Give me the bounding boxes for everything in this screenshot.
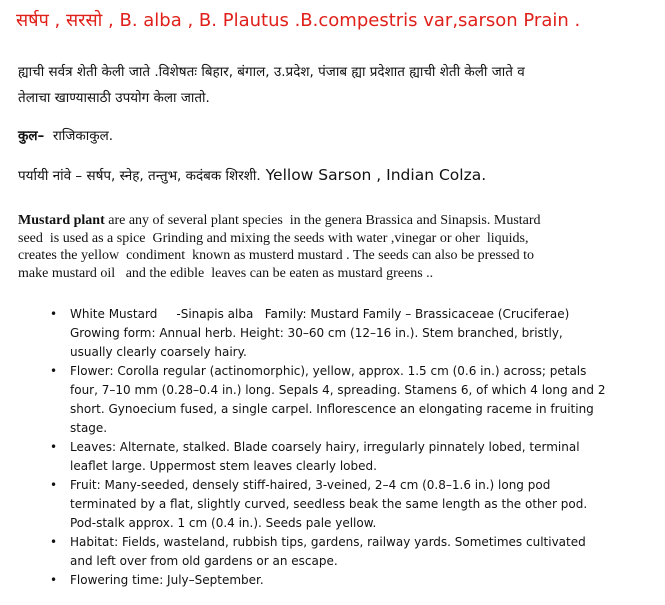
bullet-text-line: and left over from old gardens or an escape.	[70, 554, 338, 568]
family-line	[18, 126, 113, 144]
synonyms-line	[18, 166, 486, 184]
bullet-dot-icon: •	[50, 440, 58, 454]
bullet-text-line: terminated by a flat, slightly curved, seedless beak the same length as the other pod.	[70, 497, 588, 511]
bullet-item	[0, 476, 650, 533]
family-label: कुल–	[18, 128, 45, 144]
bullet-text-line: Fruit: Many-seeded, densely stiff-haired, 3-veined, 2–4 cm (0.8–1.6 in.) long pod	[70, 478, 551, 492]
bullet-text-line: Growing form: Annual herb. Height: 30–60 cm (12–16 in.). Stem branched, bristly,	[70, 326, 563, 340]
bullet-dot-icon: •	[50, 364, 58, 378]
bullet-text	[70, 438, 650, 476]
mustard-bold-term: Mustard plant	[18, 213, 105, 228]
bullet-item	[0, 438, 650, 476]
bullet-text	[70, 362, 650, 438]
family-value: राजिकाकुल.	[44, 128, 114, 144]
bullet-dot-icon: •	[50, 307, 58, 321]
bullet-text-line: Flowering time: July–September.	[70, 573, 264, 587]
intro-line-2: तेलाचा खाण्यासाठी उपयोग केला जातो.	[18, 90, 210, 106]
bullet-text-line: Leaves: Alternate, stalked. Blade coarsely hairy, irregularly pinnately lobed, terminal	[70, 440, 580, 454]
mustard-line-4: make mustard oil and the edible leaves can be eaten as mustard greens ..	[18, 265, 434, 281]
bullet-text-line: White Mustard -Sinapis alba Family: Mustard Family – Brassicaceae (Cruciferae)	[70, 307, 570, 321]
bullet-text-line: usually clearly coarsely hairy.	[70, 345, 247, 359]
bullet-dot-icon: •	[50, 478, 58, 492]
bullet-text-line: leaflet large. Uppermost stem leaves clearly lobed.	[70, 459, 377, 473]
bullet-dot-icon: •	[50, 535, 58, 549]
mustard-line-3: creates the yellow condiment known as musterd mustard . The seeds can also be pressed to	[18, 248, 535, 263]
bullet-item	[0, 571, 650, 590]
bullet-text	[70, 305, 650, 362]
bullet-text-line: stage.	[70, 421, 108, 435]
bullet-text-line: short. Gynoecium fused, a single carpel. Inflorescence an elongating raceme in fruiting	[70, 402, 594, 416]
synonyms-marathi: पर्यायी नांवे – सर्षप, स्नेह, तन्तुभ, कदंबक शिरशी.	[18, 168, 261, 184]
page-title: सर्षप , सरसो , B. alba , B. Plautus .B.compestris var,sarson Prain .	[16, 10, 581, 31]
intro-line-1: ह्याची सर्वत्र शेती केली जाते .विशेषतः बिहार, बंगाल, उ.प्रदेश, पंजाब ह्या प्रदेशात ह्याची शेती केली जाते व	[18, 64, 525, 80]
bullet-text	[70, 476, 650, 533]
bullet-text-line: four, 7–10 mm (0.28–0.4 in.) long. Sepals 4, spreading. Stamens 6, of which 4 long and 2	[70, 383, 606, 397]
bullet-text-line: Habitat: Fields, wasteland, rubbish tips, gardens, railway yards. Sometimes cultivated	[70, 535, 586, 549]
mustard-paragraph	[18, 212, 658, 282]
bullet-text	[70, 571, 650, 590]
bullet-item	[0, 362, 650, 438]
synonyms-latin: Yellow Sarson , Indian Colza.	[260, 166, 487, 184]
bullet-item	[0, 305, 650, 362]
bullet-text-line: Flower: Corolla regular (actinomorphic), yellow, approx. 1.5 cm (0.6 in.) across; petals	[70, 364, 587, 378]
bullet-text-line: Pod-stalk approx. 1 cm (0.4 in.). Seeds pale yellow.	[70, 516, 377, 530]
mustard-line-1	[18, 212, 658, 230]
mustard-line-1-rest: are any of several plant species in the genera Brassica and Sinapsis. Mustard	[104, 213, 541, 228]
bullet-dot-icon: •	[50, 573, 58, 587]
bullet-item	[0, 533, 650, 571]
bullet-list	[0, 305, 665, 590]
bullet-text	[70, 533, 650, 571]
mustard-line-2: seed is used as a spice Grinding and mixing the seeds with water ,vinegar or oher liquids,	[18, 230, 529, 246]
